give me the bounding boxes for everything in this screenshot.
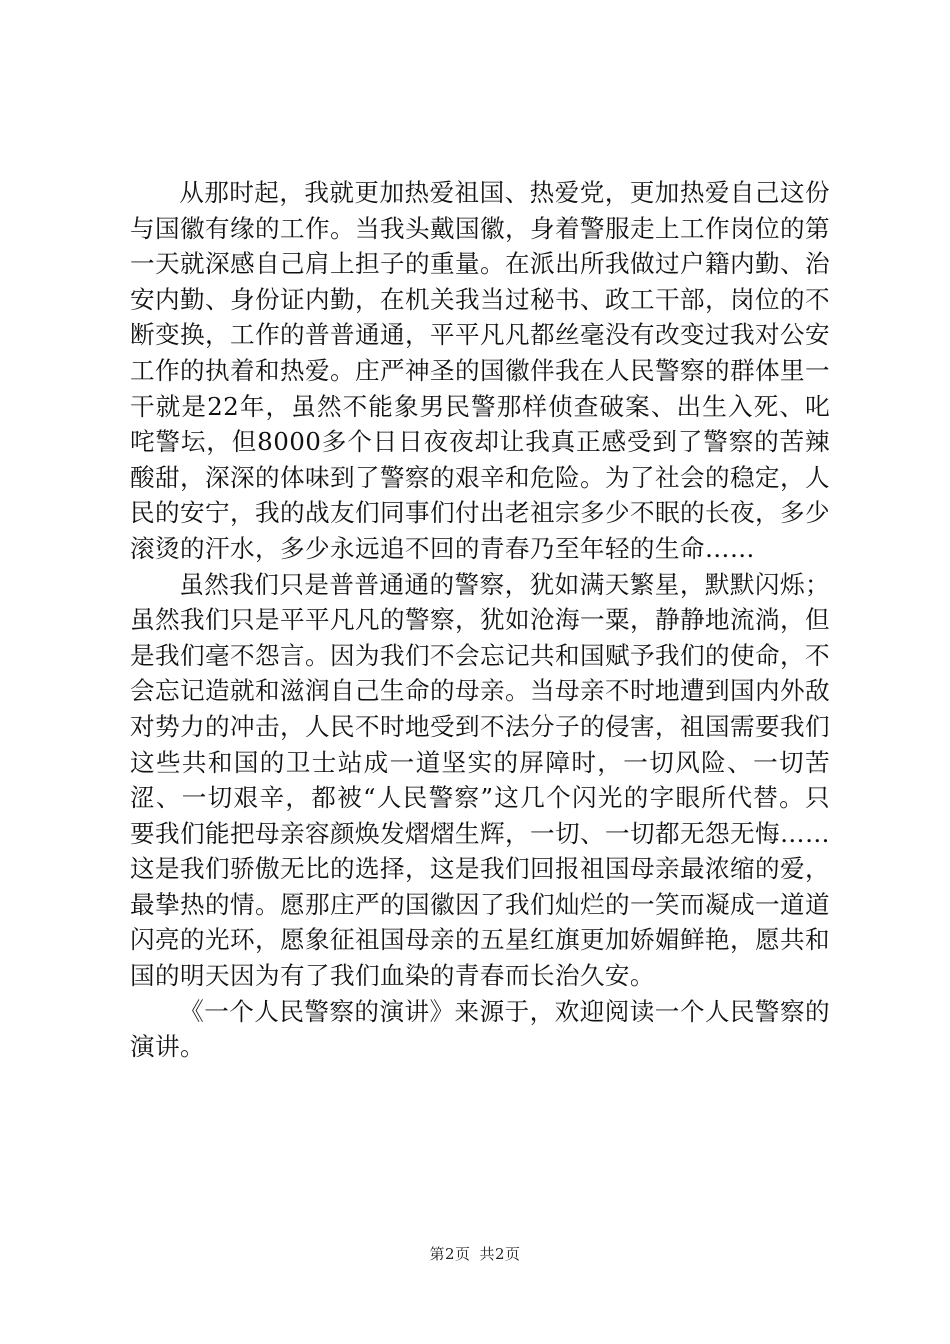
page-footer bbox=[0, 1244, 950, 1264]
page-number: 第2页 bbox=[429, 1245, 471, 1263]
body-paragraph: 《一个人民警察的演讲》来源于，欢迎阅读一个人民警察的演讲。 bbox=[130, 996, 830, 1062]
page-total: 共2页 bbox=[479, 1245, 521, 1263]
body-paragraph: 从那时起，我就更加热爱祖国、热爱党，更加热爱自己这份与国徽有缘的工作。当我头戴国徽，身着警服走上工作岗位的第一天就深感自己肩上担子的重量。在派出所我做过户籍内勤、治安内勤、身份证内勤，在机关我当过秘书、政工干部，岗位的不断变换，工作的普普通通，平平凡凡都丝毫没有改变过我对公安工作的执着和热爱。庄严神圣的国徽伴我在人民警察的群体里一干就是22年，虽然不能象男民警那样侦查破案、出生入死、叱咤警坛，但8000多个日日夜夜却让我真正感受到了警察的苦辣酸甜，深深的体味到了警察的艰辛和危险。为了社会的稳定，人民的安宁，我的战友们同事们付出老祖宗多少不眠的长夜，多少滚烫的汗水，多少永远追不回的青春乃至年轻的生命…… bbox=[130, 178, 830, 563]
document-body bbox=[130, 175, 830, 1065]
body-paragraph: 虽然我们只是普普通通的警察，犹如满天繁星，默默闪烁；虽然我们只是平平凡凡的警察，犹如沧海一粟，静静地流淌，但是我们毫不怨言。因为我们不会忘记共和国赋予我们的使命，不会忘记造就和滋润自己生命的母亲。当母亲不时地遭到国内外敌对势力的冲击，人民不时地受到不法分子的侵害，祖国需要我们这些共和国的卫士站成一道坚实的屏障时，一切风险、一切苦涩、一切艰辛，都被“人民警察”这几个闪光的字眼所代替。只要我们能把母亲容颜焕发熠熠生辉，一切、一切都无怨无悔……这是我们骄傲无比的选择，这是我们回报祖国母亲最浓缩的爱，最挚热的情。愿那庄严的国徽因了我们灿烂的一笑而凝成一道道闪亮的光环，愿象征祖国母亲的五星红旗更加娇媚鲜艳，愿共和国的明天因为有了我们血染的青春而长治久安。 bbox=[130, 569, 830, 991]
